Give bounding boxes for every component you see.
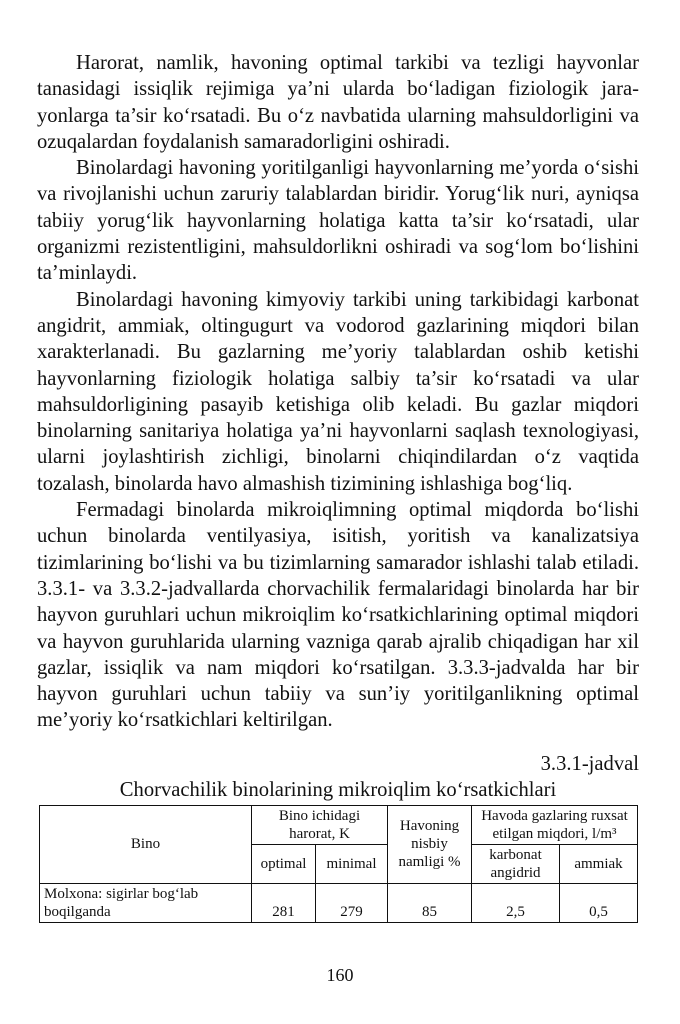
table-row xyxy=(40,883,638,922)
cell-minimal: 279 xyxy=(316,883,388,922)
table-title: Chorvachilik binolarining mikroiqlim ko‘rsatkichlari xyxy=(119,778,557,801)
header-optimal: optimal xyxy=(252,844,316,883)
header-ammonia: ammiak xyxy=(560,844,638,883)
paragraph-lighting: Binolardagi havoning yoritilganligi hayvonlarning me’yorda o‘sishi va rivojlanishi uchun zaruriy talablardan biridir. Yorug‘lik nuri, ayniqsa tabiiy yorug‘lik hayvonlarning holatiga katta ta’sir ko‘rsatadi, ular organizmi rezistentligini, mahsuldorlikni oshiradi va sog‘lom bo‘lishini ta’minlaydi. xyxy=(37,157,639,285)
table-header-row-1 xyxy=(40,805,638,844)
header-temperature-group: Bino ichidagi harorat, K xyxy=(252,805,388,844)
header-minimal: minimal xyxy=(316,844,388,883)
cell-ammonia: 0,5 xyxy=(560,883,638,922)
microclimate-table xyxy=(39,805,638,923)
cell-co2: 2,5 xyxy=(472,883,560,922)
header-humidity: Havoning nisbiy namligi % xyxy=(388,805,472,883)
page-number: 160 xyxy=(326,965,354,985)
paragraph-microclimate-effects: Harorat, namlik, havoning optimal tarkibi va tezligi hayvonlar tanasidagi issiqlik rejimiga ya’ni ularda bo‘ladigan fiziologik jarayonlarga ta’sir ko‘rsatadi. Bu o‘z navbatida ularning mahsuldorligini va ozuqalardan foydalanish samaradorligini oshiradi. xyxy=(37,52,639,153)
paragraph-air-chemistry: Binolardagi havoning kimyoviy tarkibi uning tarkibidagi karbonat angidrit, ammiak, oltingugurt va vodorod gazlarining miqdori bilan xarakterlanadi. Bu gazlarning me’yoriy talablardan oshib ketishi hayvonlarning fiziologik holatiga salbiy ta’sir ko‘rsatadi va ular mahsuldorligining pasayib ketishiga olib keladi. Bu gazlar miqdori binolarning sanitariya holatiga ya’ni hayvonlarni saqlash texnologiyasi, ularni joylashtirish zichligi, binolarni chiqindilardan o‘z vaqtida tozalash, binolarda havo almashish tizimining ishlashiga bog‘liq. xyxy=(37,288,639,495)
table-label: 3.3.1-jadval xyxy=(540,752,639,775)
header-gas-group: Havoda gazlaring ruxsat etilgan miqdori, l/m³ xyxy=(472,805,638,844)
cell-humidity: 85 xyxy=(388,883,472,922)
header-co2: karbonat angidrid xyxy=(472,844,560,883)
cell-bino: Molxona: sigirlar bog‘lab boqilganda xyxy=(40,883,252,922)
cell-optimal: 281 xyxy=(252,883,316,922)
paragraph-farm-systems: Fermadagi binolarda mikroiqlimning optimal miqdorda bo‘lishi uchun binolarda ventilyasiya, isitish, yoritish va kanalizatsiya tizimlarining bo‘lishi va bu tizimlarning samarador ishlashi talab etiladi. 3.3.1- va 3.3.2-jadvallarda chorvachilik fermalaridagi binolarda har bir hayvon guruhlari uchun mikroiqlim ko‘rsatkichlarining optimal miqdori va hayvon guruhlarida ularning vazniga qarab ajralib chiqadigan har xil gazlar, issiqlik va nam miqdori ko‘rsatilgan. 3.3.3-jadvalda har bir hayvon guruhlari uchun tabiiy va sun’iy yoritilganlikning optimal me’yoriy ko‘rsatkichlari keltirilgan. xyxy=(37,499,639,732)
header-bino: Bino xyxy=(40,805,252,883)
document-page xyxy=(37,50,639,923)
